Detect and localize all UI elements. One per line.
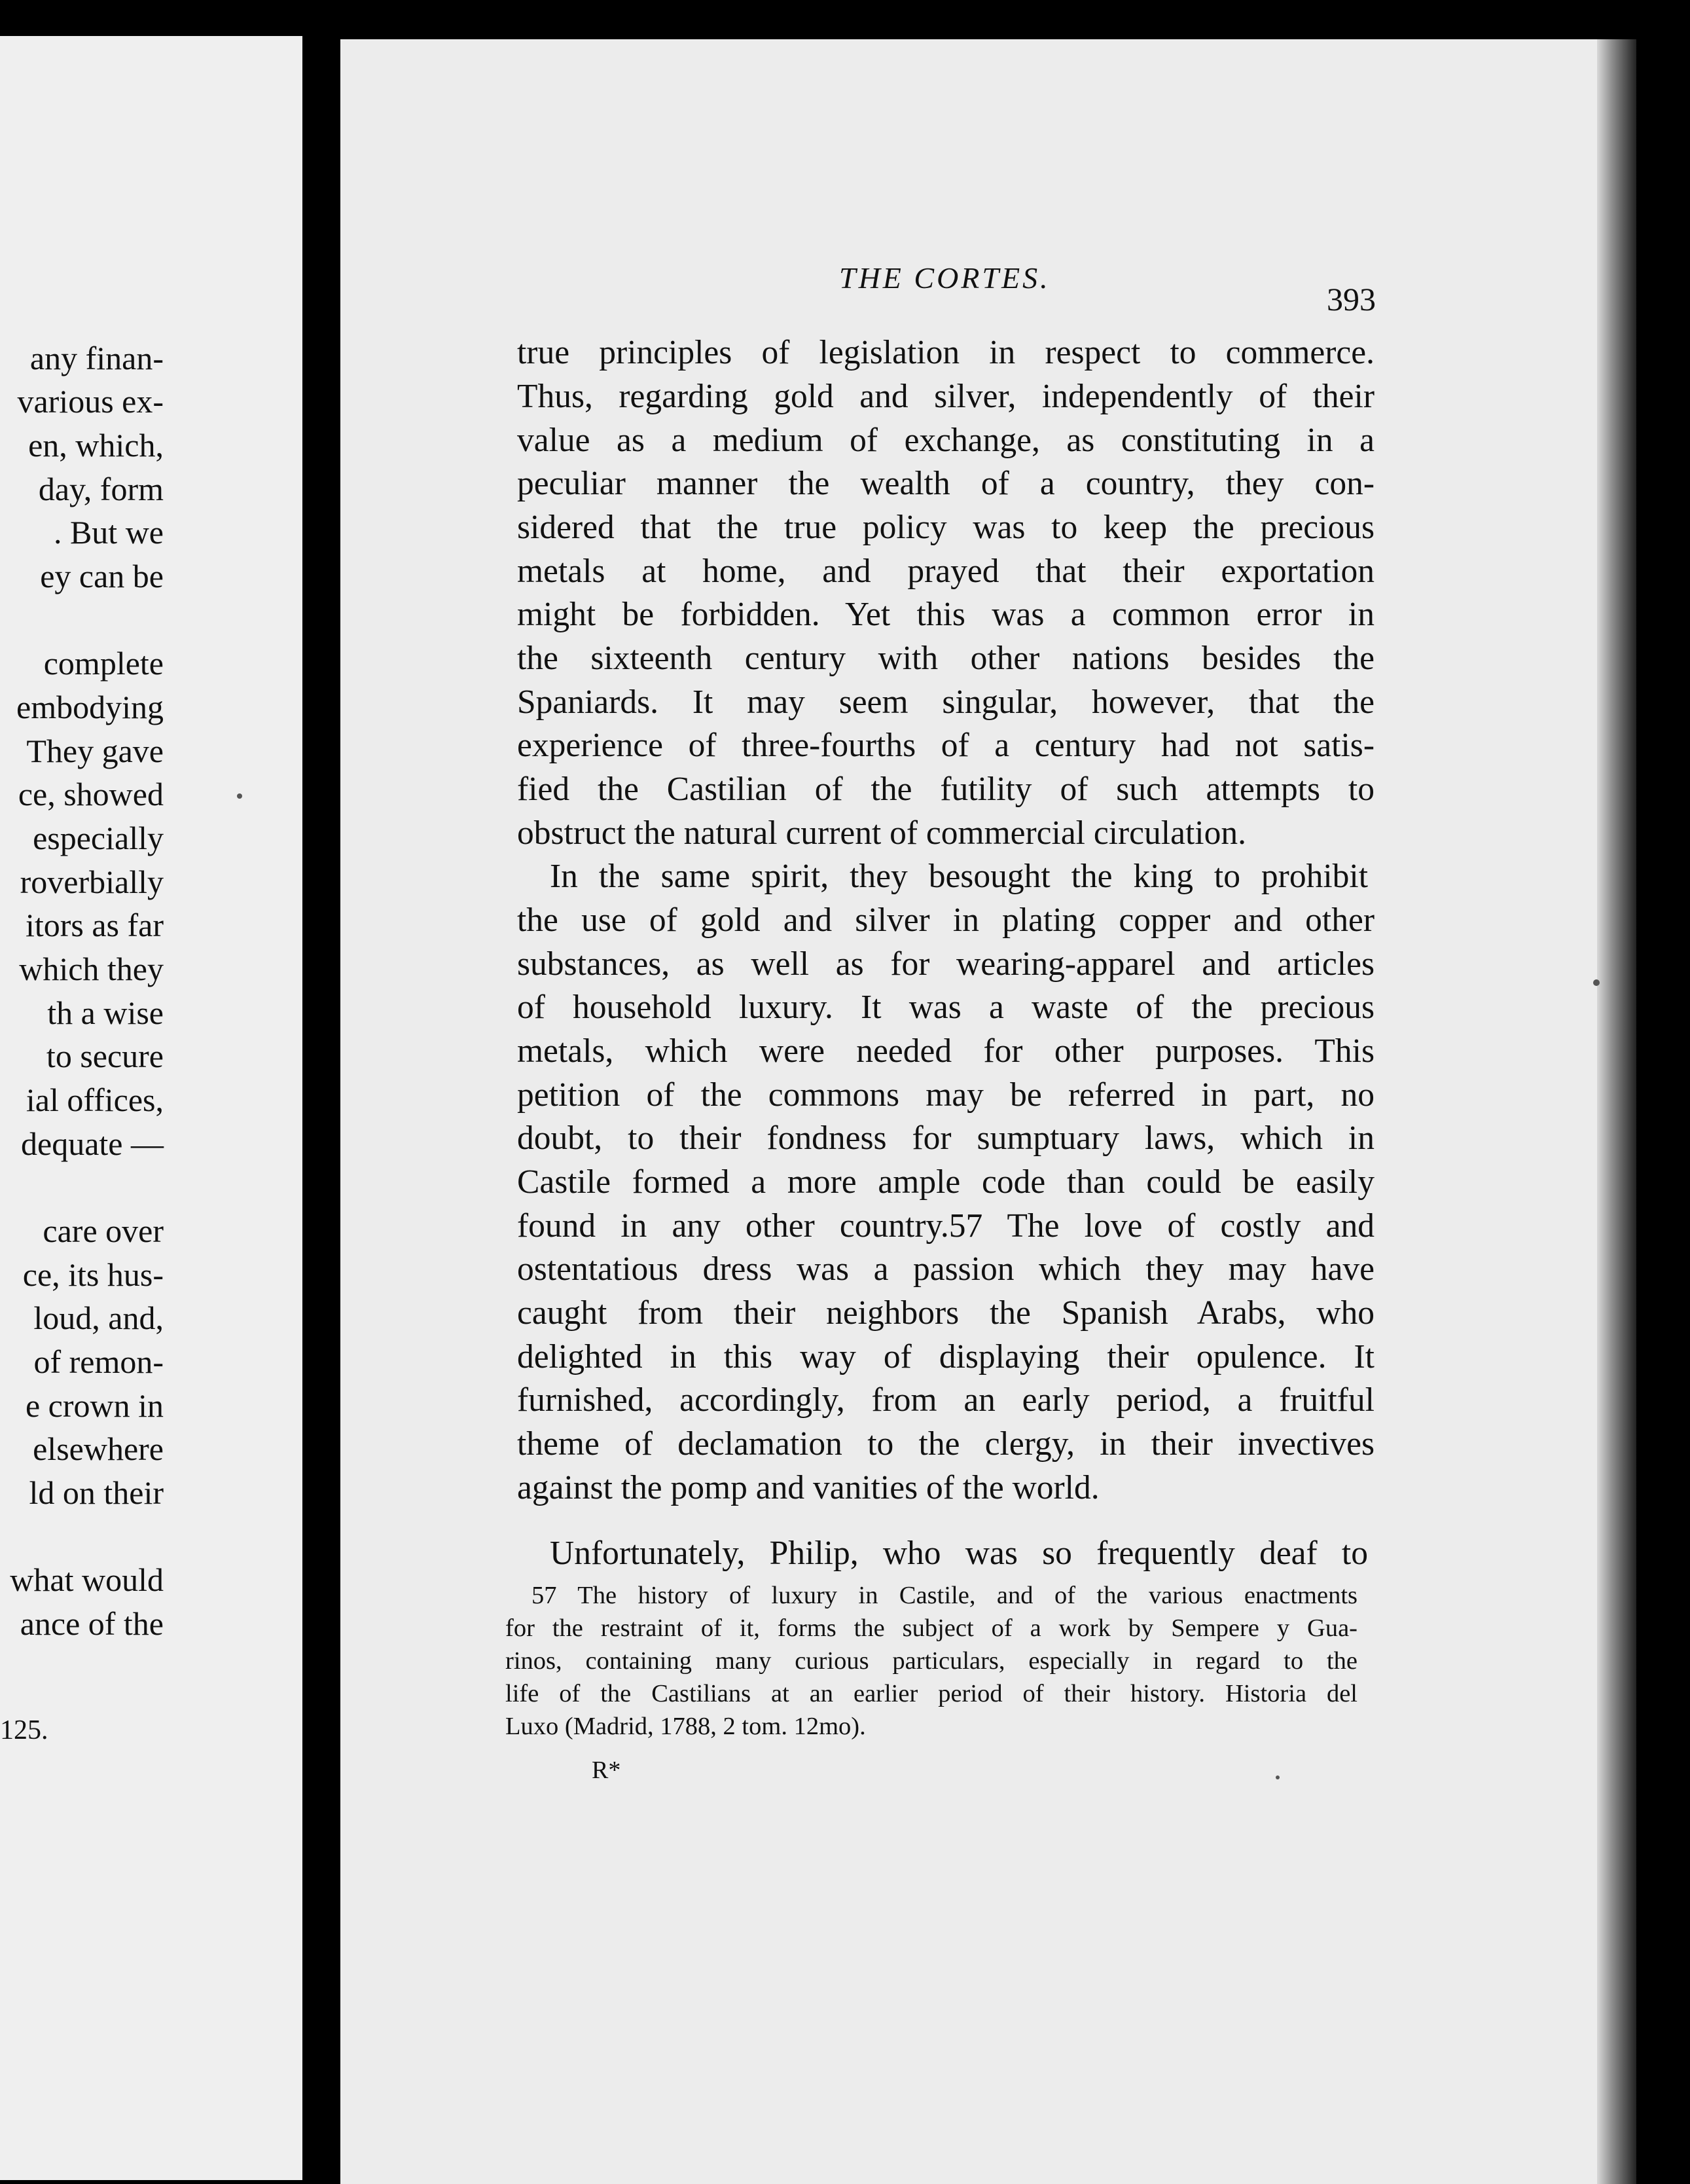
body-line: Unfortunately, Philip, who was so frequently deaf to — [550, 1535, 1368, 1572]
left-page-line: loud, and, — [33, 1300, 164, 1336]
left-page-line: any finan- — [29, 340, 164, 376]
running-head: THE CORTES. — [839, 261, 1051, 295]
body-line: doubt, to their fondness for sumptuary laws, which in — [517, 1119, 1375, 1157]
body-line: the sixteenth century with other nations besides the — [517, 640, 1375, 677]
body-line: against the pomp and vanities of the world. — [517, 1469, 1100, 1506]
body-line: experience of three-fourths of a century had not satis- — [517, 727, 1375, 764]
left-page-line: ld on their — [29, 1474, 164, 1511]
left-page-line: various ex- — [17, 383, 164, 420]
body-line: ostentatious dress was a passion which they may have — [517, 1250, 1375, 1288]
left-page-line: th a wise — [47, 994, 164, 1031]
footnote-line: for the restraint of it, forms the subject of a work by Sempere y Gua- — [505, 1614, 1357, 1642]
body-line: value as a medium of exchange, as constituting in a — [517, 422, 1375, 459]
body-line: delighted in this way of displaying their opulence. It — [517, 1338, 1375, 1375]
body-line: metals, which were needed for other purposes. This — [517, 1032, 1375, 1070]
left-page-line: dequate — — [21, 1125, 164, 1162]
left-page-line: ey can be — [40, 558, 164, 594]
left-page-line: care over — [43, 1212, 164, 1249]
page-speck — [1276, 1775, 1280, 1779]
body-line: Spaniards. It may seem singular, however, that the — [517, 683, 1375, 721]
left-page-line: . But we — [53, 514, 164, 551]
footnote-line: Luxo (Madrid, 1788, 2 tom. 12mo). — [505, 1713, 866, 1740]
left-page-line: which they — [19, 951, 164, 987]
footnote-line: life of the Castilians at an earlier period of their history. Historia del — [505, 1680, 1357, 1707]
body-line: peculiar manner the wealth of a country, they con- — [517, 465, 1375, 502]
body-line: petition of the commons may be referred in part, no — [517, 1076, 1375, 1114]
body-line: true principles of legislation in respect to commerce. — [517, 334, 1375, 371]
body-line: sidered that the true policy was to keep the precious — [517, 509, 1375, 546]
left-page-line: ce, showed — [18, 776, 164, 812]
body-line: theme of declamation to the clergy, in their invectives — [517, 1425, 1375, 1463]
body-line: Castile formed a more ample code than could be easily — [517, 1163, 1375, 1201]
left-page-line: itors as far — [25, 907, 164, 943]
left-page — [0, 36, 302, 2180]
left-page-line: They gave — [26, 733, 164, 769]
body-line: found in any other country.57 The love of costly and — [517, 1207, 1375, 1245]
left-page-line: ance of the — [20, 1605, 164, 1642]
left-page-line: to secure — [46, 1038, 164, 1074]
left-page-line: especially — [33, 820, 164, 856]
body-line: obstruct the natural current of commercial circulation. — [517, 814, 1246, 852]
page-speck — [237, 793, 242, 799]
left-page-line: roverbially — [20, 864, 164, 900]
left-page-line: elsewhere — [33, 1430, 164, 1467]
body-line: caught from their neighbors the Spanish Arabs, who — [517, 1294, 1375, 1332]
left-page-line: day, form — [38, 471, 164, 507]
footnote-line: 57 The history of luxury in Castile, and of the various enactments — [531, 1582, 1357, 1609]
body-line: might be forbidden. Yet this was a common error in — [517, 596, 1375, 633]
body-line: In the same spirit, they besought the king to prohibit — [550, 858, 1368, 895]
page-number: 393 — [1327, 281, 1376, 318]
body-line: furnished, accordingly, from an early period, a fruitful — [517, 1381, 1375, 1419]
body-line: of household luxury. It was a waste of the precious — [517, 989, 1375, 1026]
left-page-line: of remon- — [33, 1343, 164, 1380]
footnote-line: rinos, containing many curious particulars, especially in regard to the — [505, 1647, 1357, 1675]
body-line: Thus, regarding gold and silver, independently of their — [517, 378, 1375, 415]
left-page-line: complete — [43, 645, 164, 682]
page-speck — [1593, 979, 1600, 986]
body-line: fied the Castilian of the futility of such attempts to — [517, 771, 1375, 808]
body-line: the use of gold and silver in plating copper and other — [517, 901, 1375, 939]
left-page-number: 125. — [0, 1715, 48, 1745]
left-page-line: what would — [10, 1561, 164, 1598]
left-page-line: embodying — [16, 689, 164, 725]
page-edge-shadow — [1597, 39, 1636, 2184]
left-page-line: ial offices, — [26, 1082, 164, 1118]
left-page-line: en, which, — [28, 427, 164, 464]
body-line: substances, as well as for wearing-apparel and articles — [517, 945, 1375, 983]
body-line: metals at home, and prayed that their exportation — [517, 553, 1375, 590]
signature-mark: R* — [592, 1756, 621, 1784]
left-page-line: ce, its hus- — [22, 1256, 164, 1293]
left-page-line: e crown in — [25, 1387, 164, 1424]
